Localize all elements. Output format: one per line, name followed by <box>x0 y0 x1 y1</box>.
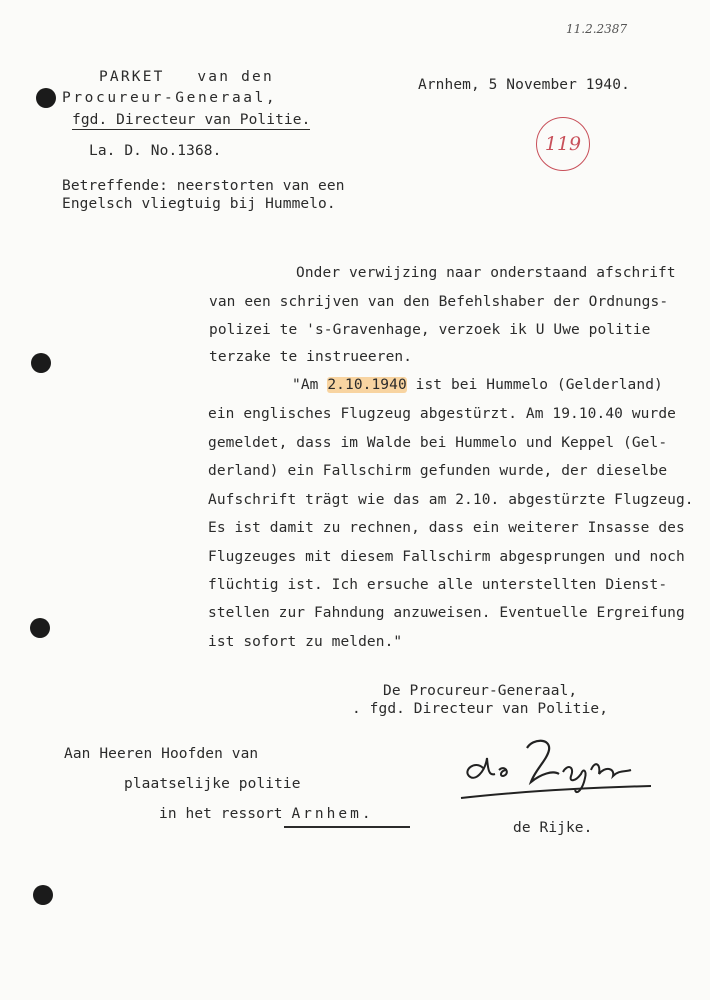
punch-hole-3 <box>30 618 50 638</box>
addressee-underline <box>284 826 410 828</box>
addressee-line-1: Aan Heeren Hoofden van <box>64 746 259 762</box>
header-parket: PARKET van den <box>99 69 274 85</box>
subject-line-2: Engelsch vliegtuig bij Hummelo. <box>62 196 336 212</box>
highlighted-date: 2.10.1940 <box>327 377 407 393</box>
quote-line-2: ein englisches Flugzeug abgestürzt. Am 19.10.40 wurde <box>208 406 676 422</box>
header-directeur: fgd. Directeur van Politie. <box>72 112 311 128</box>
quote-line-7: Flugzeuges mit diesem Fallschirm abgesprungen und noch <box>208 549 685 565</box>
body-line-1: Onder verwijzing naar onderstaand afschrift <box>296 265 676 281</box>
quote-line-3: gemeldet, dass im Walde bei Hummelo und Keppel (Gel- <box>208 435 668 451</box>
addressee-place: Arnhem. <box>291 806 374 822</box>
quote-line-9: stellen zur Fahndung anzuweisen. Eventuelle Ergreifung <box>208 605 685 621</box>
closing-title: De Procureur-Generaal, <box>383 683 578 699</box>
reference-number: La. D. No.1368. <box>89 143 222 159</box>
addressee-line-3 <box>159 807 374 822</box>
quote-line-6: Es ist damit zu rechnen, dass ein weiterer Insasse des <box>208 520 685 536</box>
quote-line-10: ist sofort zu melden." <box>208 634 403 650</box>
header-procureur: Procureur-Generaal, <box>62 90 278 106</box>
archive-circle-number: 119 <box>544 133 582 155</box>
body-line-3: polizei te 's-Gravenhage, verzoek ik U Uwe politie <box>209 322 651 338</box>
quote-line-5: Aufschrift trägt wie das am 2.10. abgestürzte Flugzeug. <box>208 492 694 508</box>
addressee-line-2: plaatselijke politie <box>124 776 301 792</box>
quote-line-8: flüchtig ist. Ich ersuche alle unterstellten Dienst- <box>208 577 668 593</box>
punch-hole-4 <box>33 885 53 905</box>
quote-line-4: derland) ein Fallschirm gefunden wurde, der dieselbe <box>208 463 668 479</box>
body-line-2: van een schrijven van den Befehlshaber der Ordnungs- <box>209 294 669 310</box>
quote-suffix: ist bei Hummelo (Gelderland) <box>406 377 663 393</box>
archive-circle-mark <box>536 117 590 171</box>
quote-prefix: "Am <box>292 377 328 393</box>
handwritten-signature <box>455 730 655 805</box>
place-date: Arnhem, 5 November 1940. <box>418 77 630 93</box>
signature-name: de Rijke. <box>513 820 593 836</box>
body-line-4: terzake te instrueeren. <box>209 349 413 365</box>
closing-subtitle: . fgd. Directeur van Politie, <box>352 701 609 717</box>
addressee-ressort-label: in het ressort <box>159 806 292 822</box>
subject-line-1: Betreffende: neerstorten van een <box>62 178 345 194</box>
punch-hole-2 <box>31 353 51 373</box>
punch-hole-1 <box>36 88 56 108</box>
quote-line-1 <box>292 378 663 393</box>
archive-number: 11.2.2387 <box>566 22 628 36</box>
